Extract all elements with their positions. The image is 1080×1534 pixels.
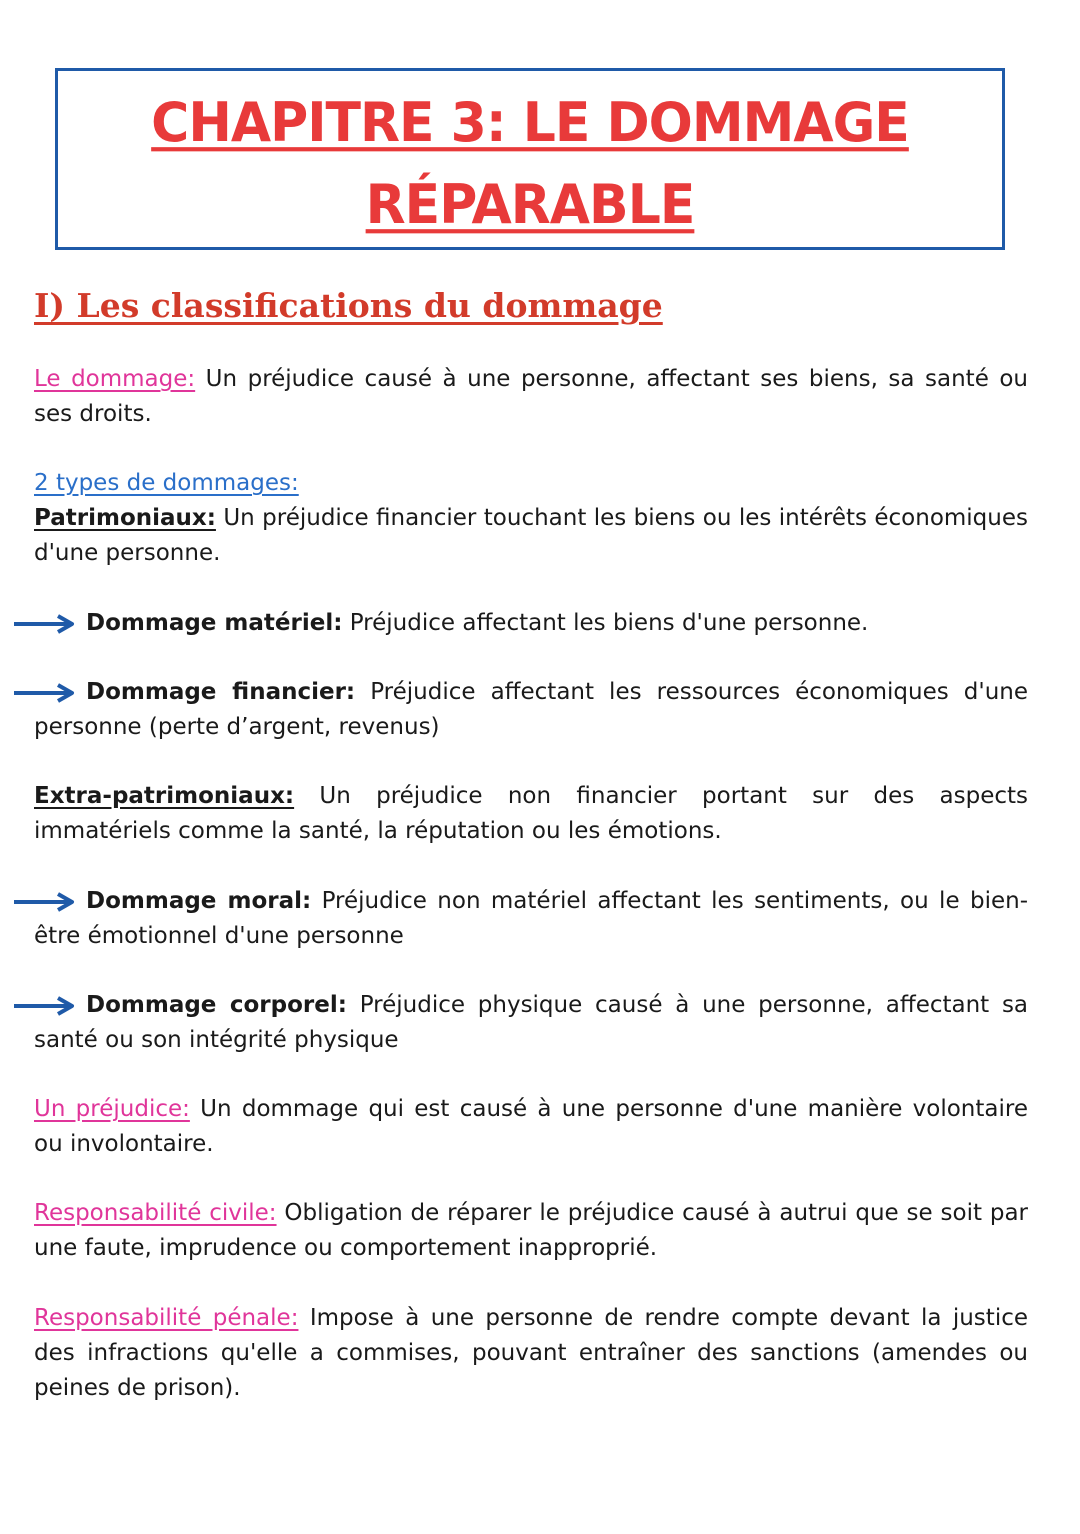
term-responsabilite-civile: Responsabilité civile: [34,1200,277,1226]
chapter-title-line-2: RÉPARABLE [365,173,695,237]
text-moral: Préjudice non matériel affectant les sentiments, ou le bien-être émotionnel d'une personne [34,888,1028,949]
term-materiel: Dommage matériel: [86,610,343,636]
section-title: I) Les classifications du dommage [34,286,663,325]
arrow-right-icon [14,996,76,1016]
term-financier: Dommage financier: [86,679,356,705]
term-responsabilite-penale: Responsabilité pénale: [34,1305,299,1331]
term-patrimoniaux: Patrimoniaux: [34,505,216,531]
arrow-right-icon [14,614,76,634]
text-responsabilite-civile: Obligation de réparer le préjudice causé à autrui que se soit par une faute, imprudence ou comportement inapproprié. [34,1200,1029,1261]
definition-extra-patrimoniaux [34,779,1028,849]
text-financier: Préjudice affectant les ressources économiques d'une personne (perte d’argent, revenus) [34,679,1029,740]
term-extra-patrimoniaux: Extra-patrimoniaux: [34,783,295,809]
text-responsabilite-penale: Impose à une personne de rendre compte devant la justice des infractions qu'elle a commises, pouvant entraîner des sanctions (amendes ou peines de prison). [34,1305,1028,1401]
text-materiel: Préjudice affectant les biens d'une personne. [349,610,869,636]
definition-prejudice [34,1092,1028,1162]
definition-moral [34,884,1028,954]
definition-responsabilite-civile [34,1196,1028,1266]
arrow-right-icon [14,892,76,912]
text-patrimoniaux: Un préjudice financier touchant les biens ou les intérêts économiques d'une personne. [34,505,1028,566]
chapter-title-line-1: CHAPITRE 3: LE DOMMAGE [151,91,909,155]
definition-dommage [34,362,1028,432]
definition-materiel [34,606,1028,641]
definition-patrimoniaux [34,501,1028,571]
text-corporel: Préjudice physique causé à une personne, affectant sa santé ou son intégrité physique [34,992,1029,1053]
types-heading [34,466,1028,501]
term-moral: Dommage moral: [86,888,312,914]
term-dommage: Le dommage: [34,366,196,392]
term-corporel: Dommage corporel: [86,992,347,1018]
text-prejudice: Un dommage qui est causé à une personne d'une manière volontaire ou involontaire. [34,1096,1028,1157]
term-types: 2 types de dommages: [34,470,299,496]
text-extra-patrimoniaux: Un préjudice non financier portant sur des aspects immatériels comme la santé, la réputation ou les émotions. [34,783,1028,844]
definition-financier [34,675,1028,745]
text-dommage: Un préjudice causé à une personne, affectant ses biens, sa santé ou ses droits. [34,366,1028,427]
term-prejudice: Un préjudice: [34,1096,190,1122]
arrow-right-icon [14,683,76,703]
definition-corporel [34,988,1028,1058]
definition-responsabilite-penale [34,1301,1028,1406]
chapter-title-box [55,68,1005,250]
